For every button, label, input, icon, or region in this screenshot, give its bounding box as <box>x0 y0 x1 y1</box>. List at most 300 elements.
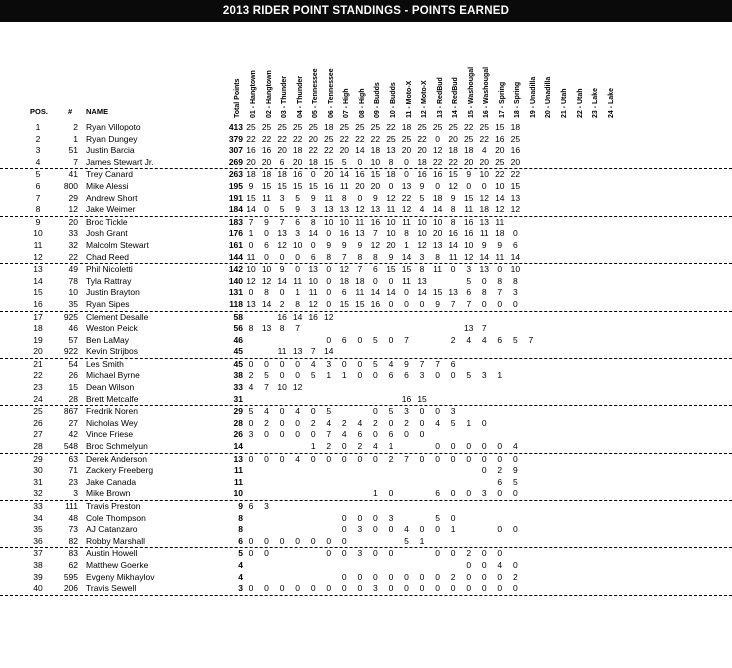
round-points: 22 <box>448 156 458 167</box>
rider-name: Clement Desalle <box>86 311 149 322</box>
table-row <box>0 406 732 418</box>
rider-name: Travis Sewell <box>86 583 137 594</box>
round-points: 0 <box>357 156 363 167</box>
round-points: 1 <box>310 441 316 452</box>
round-points: 18 <box>355 275 365 286</box>
round-points: 2 <box>264 417 269 428</box>
round-points: 4 <box>357 417 363 428</box>
header-round-label: 10 - Budds <box>389 82 397 118</box>
rider-total-points: 176 <box>228 228 243 239</box>
round-points: 18 <box>463 145 474 156</box>
round-points: 11 <box>402 275 411 286</box>
round-points: 3 <box>481 488 487 499</box>
rider-number: 48 <box>68 512 78 523</box>
round-points: 0 <box>264 228 269 239</box>
round-points: 8 <box>326 251 332 262</box>
round-points: 0 <box>466 453 472 464</box>
round-points: 5 <box>419 192 425 203</box>
rider-total-points: 144 <box>228 251 243 262</box>
round-points: 6 <box>373 264 378 275</box>
round-points: 22 <box>308 145 318 156</box>
round-points: 15 <box>292 180 303 191</box>
round-points: 0 <box>450 512 456 523</box>
standings-table <box>0 122 732 596</box>
round-points: 0 <box>373 370 378 381</box>
rider-total-points: 28 <box>233 417 243 428</box>
header-round-label: 14 - RedBud <box>452 77 460 118</box>
rider-name: Matthew Goerke <box>86 559 149 570</box>
rider-total-points: 33 <box>233 382 243 393</box>
round-points: 7 <box>404 334 409 345</box>
round-points: 0 <box>388 571 394 582</box>
round-points: 0 <box>497 453 503 464</box>
round-points: 1 <box>388 441 394 452</box>
round-points: 0 <box>388 488 394 499</box>
round-points: 0 <box>357 453 363 464</box>
round-points: 4 <box>497 559 503 570</box>
rider-number: 57 <box>68 334 78 345</box>
rider-number: 800 <box>63 180 78 191</box>
round-points: 0 <box>497 488 503 499</box>
rider-name: Ryan Villopoto <box>86 122 141 132</box>
header-round-label: 19 - Unadilla <box>529 76 537 118</box>
round-points: 12 <box>463 251 474 262</box>
round-points: 10 <box>277 382 287 393</box>
round-points: 4 <box>264 406 269 417</box>
rider-position: 8 <box>35 204 41 215</box>
rider-position: 10 <box>33 228 43 239</box>
round-points: 0 <box>279 251 285 262</box>
rider-position: 2 <box>35 133 41 144</box>
round-points: 0 <box>435 370 440 381</box>
header-round-label: 16 - Washougal <box>483 66 491 118</box>
round-points: 11 <box>495 251 505 262</box>
round-points: 9 <box>248 180 254 191</box>
rider-number: 867 <box>63 406 78 417</box>
round-points: 8 <box>435 251 440 262</box>
round-points: 6 <box>388 429 394 440</box>
round-points: 0 <box>497 571 503 582</box>
rider-total-points: 269 <box>228 156 243 167</box>
round-points: 11 <box>464 204 474 215</box>
round-points: 18 <box>277 169 287 180</box>
round-points: 0 <box>326 275 332 286</box>
round-points: 5 <box>373 358 378 369</box>
round-points: 16 <box>308 311 318 322</box>
rider-number: 10 <box>68 287 78 298</box>
round-points: 25 <box>339 122 350 132</box>
rider-name: Zackery Freeberg <box>86 465 154 476</box>
round-points: 15 <box>261 180 272 191</box>
table-row <box>0 287 732 299</box>
round-points: 14 <box>417 287 427 298</box>
round-points: 15 <box>370 169 381 180</box>
round-points: 6 <box>497 334 503 345</box>
round-points: 12 <box>401 204 412 215</box>
rider-name: Austin Howell <box>86 548 138 559</box>
round-points: 5 <box>248 406 254 417</box>
round-points: 22 <box>261 133 272 144</box>
round-points: 15 <box>308 180 318 191</box>
round-points: 0 <box>404 287 409 298</box>
rider-name: Vince Friese <box>86 429 134 440</box>
round-points: 18 <box>401 122 412 132</box>
rider-name: Michael Byrne <box>86 370 140 381</box>
round-points: 11 <box>293 275 303 286</box>
round-points: 20 <box>417 145 427 156</box>
round-points: 22 <box>417 133 427 144</box>
round-points: 0 <box>248 453 254 464</box>
round-points: 20 <box>479 156 489 167</box>
round-points: 0 <box>512 559 518 570</box>
rider-position: 17 <box>33 311 43 322</box>
round-points: 0 <box>341 583 347 594</box>
round-points: 0 <box>435 441 440 452</box>
round-points: 14 <box>495 192 505 203</box>
round-points: 1 <box>419 535 425 546</box>
round-points: 12 <box>370 239 381 250</box>
round-points: 6 <box>497 476 503 487</box>
round-points: 25 <box>386 133 396 144</box>
round-points: 6 <box>388 370 394 381</box>
round-points: 10 <box>308 275 318 286</box>
rider-total-points: 8 <box>238 512 243 523</box>
round-points: 0 <box>450 453 456 464</box>
header-round-label: 13 - RedBud <box>436 77 444 118</box>
rider-total-points: 31 <box>233 393 243 404</box>
table-row <box>0 465 732 477</box>
rider-name: Broc Schmelyun <box>86 441 148 452</box>
round-points: 8 <box>497 275 503 286</box>
round-points: 18 <box>246 169 256 180</box>
round-points: 0 <box>295 251 300 262</box>
round-points: 3 <box>357 524 363 535</box>
round-points: 15 <box>324 156 334 167</box>
round-points: 6 <box>357 429 363 440</box>
rider-name: Kevin Strijbos <box>86 346 138 357</box>
header-round-label: 03 - Thunder <box>281 75 289 118</box>
round-points: 3 <box>388 512 394 523</box>
round-points: 18 <box>292 145 303 156</box>
rider-position: 20 <box>33 346 43 357</box>
round-points: 13 <box>246 298 256 309</box>
header-round-label: 05 - Tennessee <box>312 68 320 118</box>
round-points: 0 <box>310 453 316 464</box>
round-points: 3 <box>512 287 518 298</box>
round-points: 11 <box>246 251 256 262</box>
round-points: 0 <box>248 548 254 559</box>
round-points: 14 <box>355 145 365 156</box>
rider-number: 29 <box>68 192 78 203</box>
rider-number: 26 <box>68 370 78 381</box>
round-points: 1 <box>295 287 300 298</box>
round-points: 0 <box>279 429 285 440</box>
round-points: 3 <box>404 406 409 417</box>
round-points: 5 <box>466 370 472 381</box>
round-points: 7 <box>357 264 363 275</box>
round-points: 7 <box>279 216 285 227</box>
round-points: 18 <box>495 228 505 239</box>
round-points: 22 <box>432 156 443 167</box>
rider-total-points: 4 <box>238 571 243 582</box>
round-points: 0 <box>481 559 487 570</box>
round-points: 11 <box>448 251 458 262</box>
round-points: 0 <box>435 453 440 464</box>
round-points: 10 <box>417 216 427 227</box>
round-points: 14 <box>448 239 458 250</box>
round-points: 2 <box>450 334 456 345</box>
rider-total-points: 184 <box>228 204 243 215</box>
round-points: 4 <box>404 524 409 535</box>
round-points: 25 <box>246 122 256 132</box>
header-name: NAME <box>86 107 109 116</box>
round-points: 0 <box>497 583 503 594</box>
round-points: 9 <box>497 239 503 250</box>
header-round-label: 07 - High <box>343 88 351 118</box>
round-points: 3 <box>450 406 456 417</box>
round-points: 5 <box>373 334 378 345</box>
rider-number: 32 <box>68 239 78 250</box>
round-points: 16 <box>246 145 256 156</box>
rider-number: 27 <box>68 417 78 428</box>
round-points: 10 <box>386 228 396 239</box>
round-points: 8 <box>295 298 300 309</box>
rider-position: 14 <box>33 275 43 286</box>
rider-number: 20 <box>68 216 78 227</box>
rider-total-points: 11 <box>234 476 243 487</box>
round-points: 25 <box>401 133 412 144</box>
round-points: 0 <box>373 512 378 523</box>
rider-total-points: 56 <box>233 323 243 334</box>
round-points: 16 <box>510 145 521 156</box>
table-row <box>0 524 732 536</box>
rider-number: 78 <box>68 275 78 286</box>
rider-total-points: 45 <box>233 358 243 369</box>
round-points: 15 <box>386 264 396 275</box>
round-points: 25 <box>448 122 458 132</box>
round-points: 0 <box>466 559 472 570</box>
round-points: 9 <box>450 192 456 203</box>
round-points: 9 <box>310 192 316 203</box>
rider-position: 39 <box>33 571 43 582</box>
rider-total-points: 263 <box>228 169 243 180</box>
round-points: 2 <box>404 417 409 428</box>
rider-position: 35 <box>33 524 43 535</box>
round-points: 2 <box>279 298 285 309</box>
round-points: 0 <box>326 548 332 559</box>
round-points: 15 <box>401 264 412 275</box>
round-points: 3 <box>310 204 316 215</box>
round-points: 0 <box>481 180 487 191</box>
round-points: 13 <box>386 145 396 156</box>
round-points: 6 <box>466 287 472 298</box>
rider-total-points: 29 <box>233 406 243 417</box>
round-points: 0 <box>404 298 409 309</box>
round-points: 0 <box>373 406 378 417</box>
rider-number: 42 <box>68 429 78 440</box>
round-points: 2 <box>512 571 518 582</box>
round-points: 22 <box>355 133 365 144</box>
round-points: 2 <box>450 571 456 582</box>
round-points: 22 <box>510 169 521 180</box>
round-points: 0 <box>404 169 409 180</box>
rider-position: 27 <box>33 429 43 440</box>
table-row <box>0 252 732 265</box>
rider-name: Ryan Dungey <box>86 133 138 144</box>
round-points: 0 <box>450 264 456 275</box>
rider-number: 46 <box>68 323 78 334</box>
rider-position: 16 <box>33 298 43 309</box>
round-points: 16 <box>324 180 334 191</box>
round-points: 0 <box>295 264 300 275</box>
round-points: 0 <box>512 583 518 594</box>
round-points: 14 <box>386 287 396 298</box>
rider-name: Cole Thompson <box>86 512 146 523</box>
round-points: 0 <box>326 287 332 298</box>
round-points: 0 <box>466 180 472 191</box>
round-points: 8 <box>248 323 254 334</box>
round-points: 22 <box>479 133 489 144</box>
rider-name: Jake Weimer <box>86 204 136 215</box>
rider-total-points: 4 <box>238 559 243 570</box>
round-points: 8 <box>512 275 518 286</box>
round-points: 20 <box>510 156 521 167</box>
table-row <box>0 346 732 359</box>
round-points: 0 <box>512 524 518 535</box>
rider-total-points: 26 <box>233 429 243 440</box>
round-points: 0 <box>310 583 316 594</box>
round-points: 22 <box>324 145 334 156</box>
round-points: 14 <box>401 251 412 262</box>
rider-number: 41 <box>68 169 78 180</box>
round-points: 22 <box>495 169 505 180</box>
round-points: 3 <box>373 583 378 594</box>
round-points: 12 <box>495 204 505 215</box>
round-points: 0 <box>279 583 285 594</box>
round-points: 4 <box>295 453 300 464</box>
round-points: 20 <box>324 169 334 180</box>
round-points: 0 <box>310 535 316 546</box>
header-round-label: 18 - Spring <box>514 81 522 118</box>
round-points: 0 <box>279 453 285 464</box>
round-points: 8 <box>404 228 409 239</box>
round-points: 14 <box>479 251 489 262</box>
rider-number: 83 <box>68 548 78 559</box>
round-points: 10 <box>246 264 256 275</box>
round-points: 14 <box>432 204 443 215</box>
rider-number: 548 <box>63 441 78 452</box>
round-points: 6 <box>512 239 518 250</box>
round-points: 18 <box>479 204 489 215</box>
round-points: 0 <box>326 453 332 464</box>
rider-total-points: 46 <box>233 334 243 345</box>
round-points: 6 <box>404 370 409 381</box>
round-points: 11 <box>308 287 318 298</box>
table-row <box>0 122 732 134</box>
round-points: 0 <box>279 370 285 381</box>
round-points: 1 <box>404 239 409 250</box>
rider-number: 1 <box>73 133 78 144</box>
table-row <box>0 488 732 501</box>
rider-position: 13 <box>33 264 43 275</box>
round-points: 15 <box>432 287 443 298</box>
rider-number: 206 <box>63 583 78 594</box>
round-points: 20 <box>495 145 505 156</box>
round-points: 13 <box>339 204 350 215</box>
round-points: 0 <box>341 453 347 464</box>
rider-number: 35 <box>68 298 78 309</box>
round-points: 18 <box>308 156 318 167</box>
round-points: 10 <box>292 239 303 250</box>
rider-number: 925 <box>63 311 78 322</box>
round-points: 0 <box>279 358 285 369</box>
rider-number: 15 <box>68 382 78 393</box>
round-points: 0 <box>466 488 472 499</box>
round-points: 6 <box>341 287 347 298</box>
rider-number: 33 <box>68 228 78 239</box>
rider-total-points: 45 <box>233 346 243 357</box>
rider-number: 12 <box>68 204 78 215</box>
round-points: 2 <box>357 441 363 452</box>
round-points: 12 <box>432 145 443 156</box>
round-points: 11 <box>355 287 365 298</box>
rider-number: 51 <box>68 145 78 156</box>
round-points: 8 <box>481 287 487 298</box>
round-points: 10 <box>417 228 427 239</box>
rider-number: 63 <box>68 453 78 464</box>
round-points: 18 <box>448 145 458 156</box>
round-points: 20 <box>355 180 365 191</box>
round-points: 0 <box>341 524 347 535</box>
round-points: 15 <box>495 122 505 132</box>
round-points: 0 <box>481 453 487 464</box>
round-points: 13 <box>292 346 303 357</box>
round-points: 4 <box>388 358 394 369</box>
round-points: 5 <box>512 476 518 487</box>
rider-total-points: 11 <box>234 465 243 476</box>
table-row <box>0 418 732 430</box>
round-points: 22 <box>277 133 287 144</box>
round-points: 14 <box>261 298 272 309</box>
round-points: 0 <box>279 417 285 428</box>
rider-name: Dean Wilson <box>86 382 135 393</box>
rider-position: 18 <box>33 323 43 334</box>
round-points: 0 <box>419 453 425 464</box>
round-points: 0 <box>450 548 456 559</box>
round-points: 12 <box>308 298 318 309</box>
round-points: 7 <box>450 298 456 309</box>
header-pos: POS. <box>30 107 48 116</box>
round-points: 12 <box>355 204 365 215</box>
round-points: 7 <box>435 358 440 369</box>
round-points: 15 <box>463 192 474 203</box>
rider-total-points: 161 <box>228 239 243 250</box>
rider-position: 19 <box>33 334 43 345</box>
round-points: 6 <box>248 501 254 511</box>
round-points: 10 <box>495 180 505 191</box>
round-points: 0 <box>466 441 472 452</box>
header-round-label: 04 - Thunder <box>296 75 304 118</box>
round-points: 25 <box>495 156 505 167</box>
round-points: 25 <box>510 133 521 144</box>
round-points: 9 <box>404 358 409 369</box>
rider-position: 7 <box>35 192 41 203</box>
round-points: 5 <box>326 406 332 417</box>
table-row <box>0 228 732 240</box>
round-points: 12 <box>246 275 256 286</box>
round-points: 7 <box>419 358 425 369</box>
table-row <box>0 323 732 335</box>
